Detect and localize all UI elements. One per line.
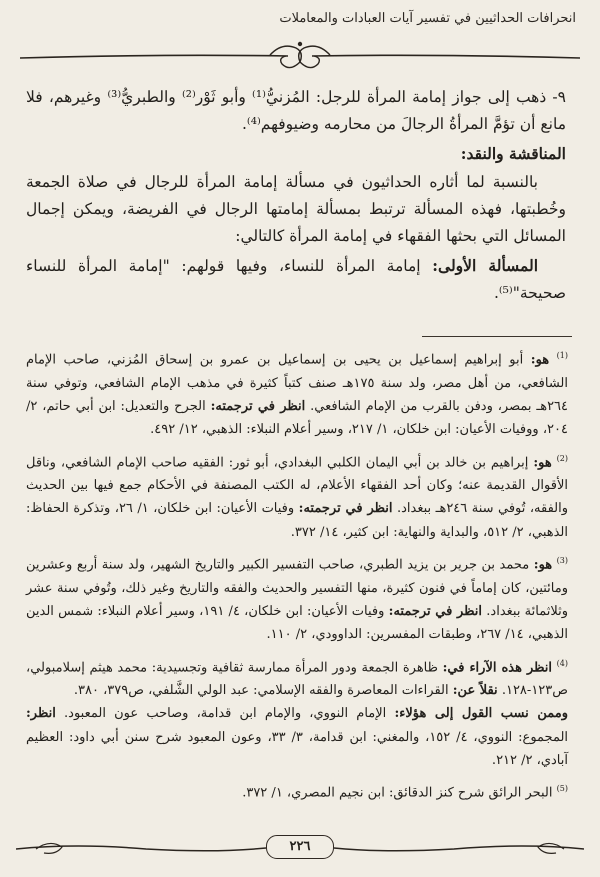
paragraph-item-9: ٩- ذهب إلى جواز إمامة المرأة للرجل: المُزنيُّ⁽¹⁾ وأبو ثَوْر⁽²⁾ والطبريُّ⁽³⁾ وغيرهم، فلا مانع أن تؤمَّ المرأةُ الرجالَ من محارمه وضيوفهم⁽⁴⁾. [26,88,566,133]
footnote-body: محمد بن جرير بن يزيد الطبري، صاحب التفسير الكبير والتاريخ الشهير، ولد سنة أربع وعشرين ومائتين، كان إماماً في فنون كثيرة، منها التفسير والحديث والفقه والتاريخ وغير ذلك، وتُوفي سنة عشر وثلاثمائة ببغداد. [26,557,569,619]
footnotes [26,344,568,810]
footnote-ref: وفيات الأعيان: ابن خلكان، ١/ ٢٦، وتذكرة الحفاظ: الذهبي، ٢/ ٥١٢، والبداية والنهاية: ابن كثير، ١٤/ ٣٧٢. [26,501,568,540]
footnote-4 [26,652,568,773]
first-issue-text: إمامة المرأة للنساء، وفيها قولهم: "إمامة المرأة للنساء صحيحة"⁽⁵⁾. [26,257,566,302]
footnote-label: هو: [530,352,550,368]
footnote-ref-label: نقلاً عن: [452,683,498,699]
footnote-1 [26,344,568,442]
footnote-cont-ref: المجموع: النووي، ٤/ ١٥٢، والمغني: ابن قدامة، ٣/ ٣٣، وعون المعبود شرح سنن أبي داود: العظيم آبادي، ٢/ ٢١٢. [26,729,569,769]
discussion-paragraph: بالنسبة لما أثاره الحداثيون في مسألة إمامة المرأة للرجال في صلاة الجمعة وخُطبتها، فهذه المسألة ترتبط بمسألة إمامتها الرجال في الفريضة، ويمكن إجمال المسائل التي بحثها الفقهاء في إمامة المرأة كالتالي: [26,173,566,245]
running-header: انحرافات الحداثيين في تفسير آيات العبادات والمعاملات [279,11,576,26]
first-issue-paragraph [26,252,566,307]
footnote-body: إبراهيم بن خالد بن أبي اليمان الكلبي البغدادي، أبو ثور: الفقيه صاحب الإمام الشافعي، وناقل الأقوال القديمة عنه؛ وكان أحد الفقهاء الأعلام، له الكتب المصنفة في الأحكام جمع فيها بين الحديث والفقه، تُوفي سنة ٢٤٦هـ ببغداد. [26,454,569,517]
footnote-label: هو: [533,557,553,573]
footnote-ref-label: انظر في ترجمته: [210,398,306,414]
section-heading: المناقشة والنقد: [460,144,566,163]
footnote-cont: الإمام النووي، والإمام ابن قدامة، وصاحب عون المعبود. [64,706,387,722]
footnote-ref-label: انظر في ترجمته: [388,603,483,619]
footnote-ref: وفيات الأعيان: ابن خلكان، ٤/ ١٩١، وسير أعلام النبلاء: شمس الدين الذهبي، ١٤/ ٢٦٧، وطبقات المفسرين: الداوودي، ٢/ ١١٠. [26,603,568,643]
footnote-2 [26,447,568,545]
footnote-separator [422,336,572,337]
header-ornament [20,36,580,72]
footnote-number: (3) [556,556,568,566]
footnote-cont-ref-label: انظر: [26,706,56,722]
footnote-number: (1) [556,351,568,360]
footnote-ref: القراءات المعاصرة والفقه الإسلامي: عبد الولي الشَّلفي، ص٣٧٩، ٣٨٠. [73,683,449,699]
footnote-body: أبو إبراهيم إسماعيل بن يحيى بن إسماعيل بن عمرو بن إسحاق المُزني، صاحب الإمام الشافعي، من أهل مصر، ولد سنة ١٧٥هـ صنف كتباً كثيرة في مذهب الإمام الشافعي، وتوفي سنة ٢٦٤هـ بمصر، ودفن بالقرب من الإمام الشافعي. [26,352,569,414]
footnote-number: (2) [556,453,568,463]
footnote-body: البحر الرائق شرح كنز الدقائق: ابن نجيم المصري، ١/ ٣٧٢. [242,785,553,801]
footnote-label: هو: [533,454,552,470]
page-number: ٢٢٦ [266,835,334,859]
footnote-ref-label: انظر في ترجمته: [298,501,393,517]
footnote-label: انظر هذه الآراء في: [442,659,553,675]
first-issue-label: المسألة الأولى: [432,256,538,275]
footnote-number: (4) [556,658,568,668]
footnote-5 [26,777,568,805]
footnote-cont-label: وممن نسب القول إلى هؤلاء: [394,706,568,722]
footnote-number: (5) [556,784,568,794]
main-text [26,84,566,309]
footnote-ref: الجرح والتعديل: ابن أبي حاتم، ٢/ ٢٠٤، ووفيات الأعيان: ابن خلكان، ١/ ٢١٧، وسير أعلام النبلاء: الذهبي، ١٢/ ٤٩٢. [26,398,568,438]
footnote-body: ظاهرة الجمعة ودور المرأة ممارسة ثقافية وتجسيدية: محمد هيثم إسلامبولي، ص١٢٣-١٢٨. [26,659,568,699]
footnote-3 [26,549,568,647]
